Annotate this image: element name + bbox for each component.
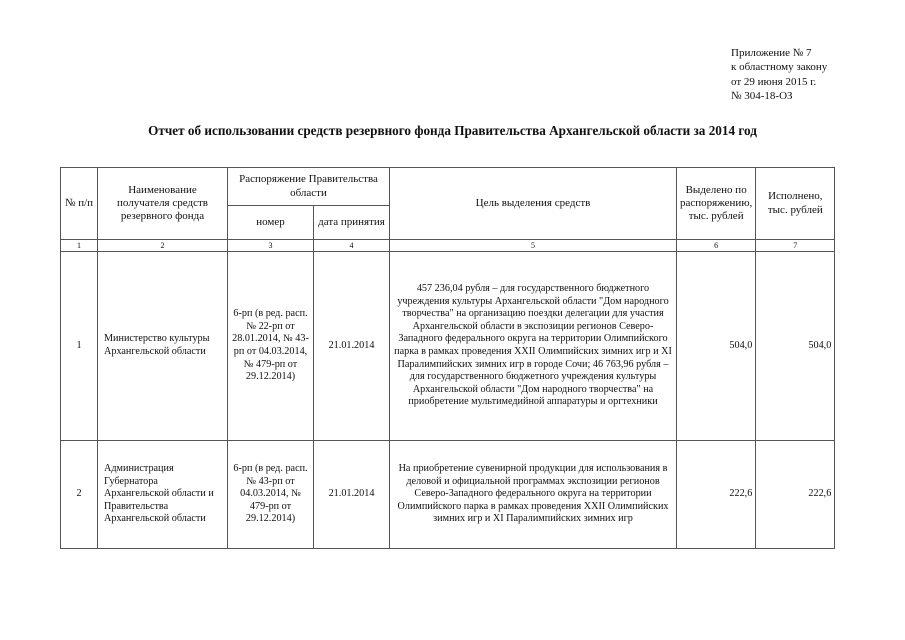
table-row bbox=[61, 441, 835, 549]
table-row bbox=[61, 252, 835, 441]
row-num: 2 bbox=[61, 441, 98, 549]
appendix-line: от 29 июня 2015 г. bbox=[731, 75, 817, 88]
appendix-note bbox=[731, 46, 827, 103]
row-purpose: На приобретение сувенирной продукции для использования в деловой и официальной программах экспозиции регионов Северо-Западного федерального округа на территории Олимпийского парка в рамках проведения XXII Олимпийских зимних игр и XI Паралимпийских зимних игр bbox=[390, 441, 677, 549]
header-purpose: Цель выделения средств bbox=[390, 168, 677, 240]
appendix-line: № 304-18-ОЗ bbox=[731, 89, 793, 102]
report-table bbox=[60, 167, 835, 549]
row-allocated: 222,6 bbox=[677, 441, 756, 549]
header-allocated: Выделено по распоряжению, тыс. рублей bbox=[677, 168, 756, 240]
column-number: 3 bbox=[228, 240, 314, 252]
column-number: 1 bbox=[61, 240, 98, 252]
row-order-date: 21.01.2014 bbox=[314, 441, 390, 549]
appendix-line: к областному закону bbox=[731, 61, 828, 74]
row-order-number: 6-рп (в ред. расп. № 22-рп от 28.01.2014, № 43-рп от 04.03.2014, № 479-рп от 29.12.2014) bbox=[228, 252, 314, 441]
header-recipient: Наименование получателя средств резервного фонда bbox=[98, 168, 228, 240]
row-order-date: 21.01.2014 bbox=[314, 252, 390, 441]
row-recipient: Министерство культуры Архангельской области bbox=[98, 252, 228, 441]
header-order: Распоряжение Правительства области bbox=[228, 168, 390, 206]
column-number: 7 bbox=[756, 240, 835, 252]
row-order-number: 6-рп (в ред. расп. № 43-рп от 04.03.2014, № 479-рп от 29.12.2014) bbox=[228, 441, 314, 549]
column-number: 4 bbox=[314, 240, 390, 252]
column-number: 2 bbox=[98, 240, 228, 252]
header-order-date: дата принятия bbox=[314, 206, 390, 240]
row-executed: 222,6 bbox=[756, 441, 835, 549]
header-num: № п/п bbox=[61, 168, 98, 240]
header-executed: Исполнено, тыс. рублей bbox=[756, 168, 835, 240]
appendix-line: Приложение № 7 bbox=[731, 47, 812, 59]
header-order-number: номер bbox=[228, 206, 314, 240]
row-num: 1 bbox=[61, 252, 98, 441]
row-executed: 504,0 bbox=[756, 252, 835, 441]
row-purpose: 457 236,04 рубля – для государственного бюджетного учреждения культуры Архангельской области "Дом народного творчества" на организацию поездки делегации для участия Архангельской области в экспозиции регионов Северо-Западного федерального округа на территории Олимпийского парка в рамках проведения XXII Олимпийских зимних игр и XI Паралимпийских зимних игр в городе Сочи; 46 763,96 рубля – для государственного бюджетного учреждения культуры Архангельской области "Дом народного творчества" на приобретение мультимедийной аппаратуры и оргтехники bbox=[390, 252, 677, 441]
row-recipient: Администрация Губернатора Архангельской области и Правительства Архангельской области bbox=[98, 441, 228, 549]
column-number: 5 bbox=[390, 240, 677, 252]
column-number-row bbox=[61, 240, 835, 252]
column-number: 6 bbox=[677, 240, 756, 252]
row-allocated: 504,0 bbox=[677, 252, 756, 441]
header-row bbox=[61, 168, 835, 206]
document-title: Отчет об использовании средств резервного фонда Правительства Архангельской области за 2014 год bbox=[148, 123, 757, 138]
